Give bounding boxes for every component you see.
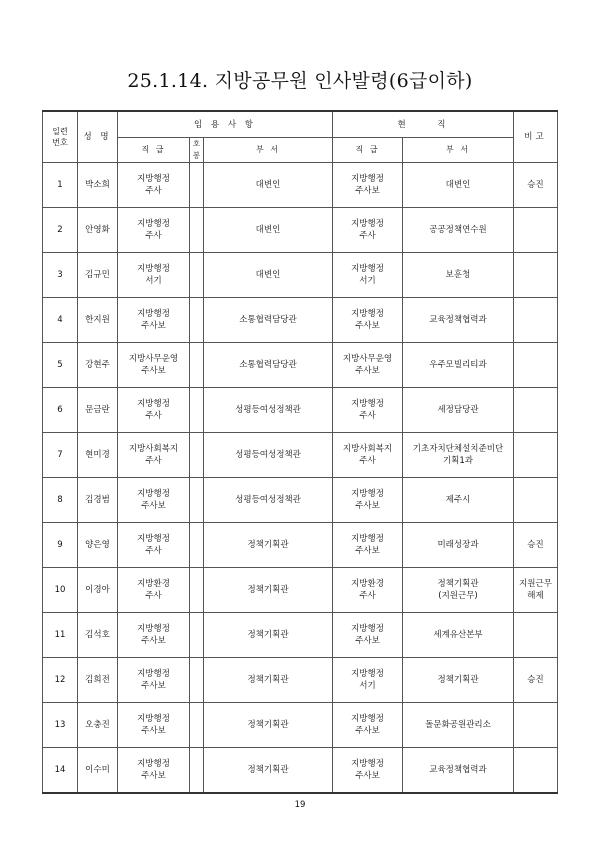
table-row [43, 703, 558, 748]
table-row [43, 388, 558, 433]
remark: 승진 [514, 658, 558, 703]
employee-name: 김석호 [78, 613, 118, 658]
current-grade: 지방행정 주사 [333, 388, 403, 433]
current-department: 공공정책연수원 [403, 208, 514, 253]
personnel-table [42, 110, 558, 794]
row-number: 14 [43, 748, 78, 794]
new-department: 정책기획관 [204, 613, 333, 658]
current-grade: 지방행정 서기 [333, 253, 403, 298]
table-row [43, 658, 558, 703]
employee-name: 김경범 [78, 478, 118, 523]
current-grade: 지방사무운영 주사보 [333, 343, 403, 388]
current-grade: 지방행정 주사보 [333, 298, 403, 343]
current-grade: 지방사회복지 주사 [333, 433, 403, 478]
employee-name: 오충진 [78, 703, 118, 748]
pay-step [190, 568, 204, 613]
new-grade: 지방행정 주사보 [118, 658, 190, 703]
new-department: 정책기획관 [204, 748, 333, 794]
pay-step [190, 208, 204, 253]
header-note: 비고 [514, 111, 558, 163]
current-department: 세정담당관 [403, 388, 514, 433]
current-grade: 지방행정 서기 [333, 658, 403, 703]
row-number: 10 [43, 568, 78, 613]
row-number: 11 [43, 613, 78, 658]
pay-step [190, 343, 204, 388]
current-department: 보훈청 [403, 253, 514, 298]
new-grade: 지방행정 주사보 [118, 748, 190, 794]
pay-step [190, 163, 204, 208]
current-grade: 지방행정 주사보 [333, 613, 403, 658]
new-grade: 지방행정 주사보 [118, 613, 190, 658]
new-grade: 지방행정 주사 [118, 208, 190, 253]
new-grade: 지방행정 서기 [118, 253, 190, 298]
employee-name: 박소희 [78, 163, 118, 208]
header-name: 성 명 [78, 111, 118, 163]
table-row [43, 478, 558, 523]
new-grade: 지방사회복지 주사 [118, 433, 190, 478]
new-department: 성평등여성정책관 [204, 388, 333, 433]
row-number: 1 [43, 163, 78, 208]
employee-name: 이수미 [78, 748, 118, 794]
remark [514, 298, 558, 343]
row-number: 2 [43, 208, 78, 253]
header-current-position: 현 직 [333, 111, 514, 138]
header-current-grade: 직 급 [333, 138, 403, 163]
pay-step [190, 388, 204, 433]
remark: 승진 [514, 163, 558, 208]
table-row [43, 433, 558, 478]
new-grade: 지방환경 주사 [118, 568, 190, 613]
table-row [43, 208, 558, 253]
new-department: 대변인 [204, 253, 333, 298]
remark [514, 748, 558, 794]
pay-step [190, 298, 204, 343]
remark: 승진 [514, 523, 558, 568]
employee-name: 강현주 [78, 343, 118, 388]
table-row [43, 613, 558, 658]
new-grade: 지방행정 주사보 [118, 478, 190, 523]
current-department: 제주시 [403, 478, 514, 523]
employee-name: 김규민 [78, 253, 118, 298]
row-number: 9 [43, 523, 78, 568]
current-grade: 지방환경 주사 [333, 568, 403, 613]
new-department: 대변인 [204, 208, 333, 253]
remark [514, 613, 558, 658]
new-department: 성평등여성정책관 [204, 478, 333, 523]
table-body [43, 163, 558, 794]
employee-name: 양은영 [78, 523, 118, 568]
page-title: 25.1.14. 지방공무원 인사발령(6급이하) [127, 70, 473, 92]
current-department: 미래성장과 [403, 523, 514, 568]
pay-step [190, 433, 204, 478]
current-grade: 지방행정 주사보 [333, 703, 403, 748]
pay-step [190, 658, 204, 703]
new-grade: 지방행정 주사보 [118, 298, 190, 343]
employee-name: 이경아 [78, 568, 118, 613]
new-grade: 지방행정 주사 [118, 523, 190, 568]
table-row [43, 748, 558, 794]
new-department: 성평등여성정책관 [204, 433, 333, 478]
new-department: 소통협력담당관 [204, 298, 333, 343]
new-grade: 지방행정 주사 [118, 388, 190, 433]
new-department: 소통협력담당관 [204, 343, 333, 388]
current-department: 교육정책협력과 [403, 298, 514, 343]
pay-step [190, 478, 204, 523]
pay-step [190, 748, 204, 794]
row-number: 8 [43, 478, 78, 523]
header-row-2 [43, 138, 558, 163]
new-grade: 지방행정 주사보 [118, 703, 190, 748]
table-row [43, 568, 558, 613]
header-dept: 부 서 [204, 138, 333, 163]
remark [514, 388, 558, 433]
current-department: 교육정책협력과 [403, 748, 514, 794]
row-number: 7 [43, 433, 78, 478]
new-department: 대변인 [204, 163, 333, 208]
header-appointment: 임 용 사 항 [118, 111, 333, 138]
new-grade: 지방사무운영 주사보 [118, 343, 190, 388]
new-department: 정책기획관 [204, 523, 333, 568]
pay-step [190, 523, 204, 568]
current-grade: 지방행정 주사보 [333, 478, 403, 523]
employee-name: 문금란 [78, 388, 118, 433]
employee-name: 한지원 [78, 298, 118, 343]
employee-name: 김희전 [78, 658, 118, 703]
header-seq: 일련 번호 [43, 111, 78, 163]
new-department: 정책기획관 [204, 658, 333, 703]
row-number: 12 [43, 658, 78, 703]
table-row [43, 523, 558, 568]
new-grade: 지방행정 주사 [118, 163, 190, 208]
page-number: 19 [294, 800, 306, 810]
current-department: 정책기획관 (지원근무) [403, 568, 514, 613]
row-number: 4 [43, 298, 78, 343]
new-department: 정책기획관 [204, 568, 333, 613]
employee-name: 안영화 [78, 208, 118, 253]
table-row [43, 163, 558, 208]
row-number: 3 [43, 253, 78, 298]
current-department: 돌문화공원관리소 [403, 703, 514, 748]
row-number: 13 [43, 703, 78, 748]
table-row [43, 298, 558, 343]
row-number: 5 [43, 343, 78, 388]
pay-step [190, 613, 204, 658]
header-grade: 직 급 [118, 138, 190, 163]
employee-name: 현미경 [78, 433, 118, 478]
remark: 지원근무 해제 [514, 568, 558, 613]
current-department: 기초자치단체설치준비단 기획1과 [403, 433, 514, 478]
row-number: 6 [43, 388, 78, 433]
remark [514, 208, 558, 253]
remark [514, 433, 558, 478]
remark [514, 703, 558, 748]
current-department: 정책기획관 [403, 658, 514, 703]
current-grade: 지방행정 주사보 [333, 163, 403, 208]
remark [514, 478, 558, 523]
header-current-dept: 부 서 [403, 138, 514, 163]
pay-step [190, 253, 204, 298]
table-row [43, 343, 558, 388]
table-row [43, 253, 558, 298]
current-department: 우주모빌리티과 [403, 343, 514, 388]
current-department: 대변인 [403, 163, 514, 208]
new-department: 정책기획관 [204, 703, 333, 748]
current-grade: 지방행정 주사보 [333, 523, 403, 568]
remark [514, 253, 558, 298]
pay-step [190, 703, 204, 748]
remark [514, 343, 558, 388]
current-grade: 지방행정 주사보 [333, 748, 403, 794]
header-rank: 호봉 [190, 138, 204, 163]
current-grade: 지방행정 주사 [333, 208, 403, 253]
header-row-1 [43, 111, 558, 138]
current-department: 세계유산본부 [403, 613, 514, 658]
